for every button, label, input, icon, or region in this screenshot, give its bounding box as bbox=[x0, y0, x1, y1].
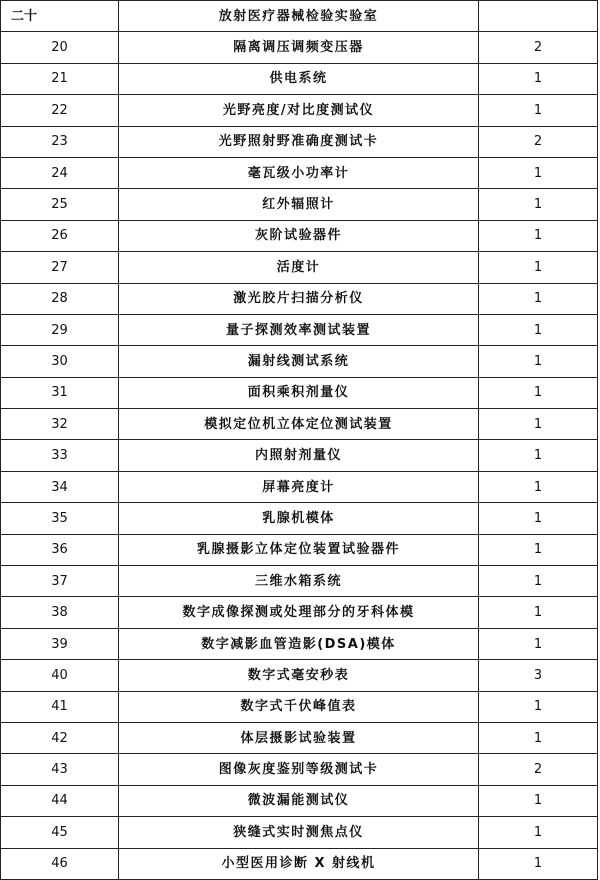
row-number: 39 bbox=[1, 628, 119, 659]
equipment-name: 狭缝式实时测焦点仪 bbox=[119, 817, 479, 848]
row-number: 35 bbox=[1, 503, 119, 534]
table-row bbox=[1, 566, 598, 597]
table-row bbox=[1, 785, 598, 816]
equipment-quantity: 1 bbox=[479, 95, 598, 126]
equipment-quantity: 1 bbox=[479, 471, 598, 502]
section-title: 放射医疗器械检验实验室 bbox=[119, 1, 479, 32]
equipment-name: 红外辐照计 bbox=[119, 189, 479, 220]
row-number: 31 bbox=[1, 377, 119, 408]
equipment-quantity: 1 bbox=[479, 220, 598, 251]
row-number: 29 bbox=[1, 314, 119, 345]
section-number: 二十 bbox=[1, 1, 119, 32]
equipment-quantity: 1 bbox=[479, 566, 598, 597]
table-row bbox=[1, 95, 598, 126]
equipment-name: 体层摄影试验装置 bbox=[119, 722, 479, 753]
equipment-quantity: 1 bbox=[479, 817, 598, 848]
section-header-row bbox=[1, 1, 598, 32]
row-number: 33 bbox=[1, 440, 119, 471]
row-number: 30 bbox=[1, 346, 119, 377]
equipment-quantity: 1 bbox=[479, 409, 598, 440]
equipment-name: 灰阶试验器件 bbox=[119, 220, 479, 251]
row-number: 36 bbox=[1, 534, 119, 565]
table-row bbox=[1, 252, 598, 283]
table-row bbox=[1, 503, 598, 534]
table-row bbox=[1, 722, 598, 753]
equipment-name: 漏射线测试系统 bbox=[119, 346, 479, 377]
equipment-name: 微波漏能测试仪 bbox=[119, 785, 479, 816]
row-number: 41 bbox=[1, 691, 119, 722]
equipment-name: 光野照射野准确度测试卡 bbox=[119, 126, 479, 157]
table-row bbox=[1, 283, 598, 314]
table-row bbox=[1, 126, 598, 157]
equipment-quantity: 1 bbox=[479, 848, 598, 879]
row-number: 27 bbox=[1, 252, 119, 283]
equipment-quantity: 1 bbox=[479, 314, 598, 345]
equipment-name: 内照射剂量仪 bbox=[119, 440, 479, 471]
equipment-name: 激光胶片扫描分析仪 bbox=[119, 283, 479, 314]
equipment-name: 活度计 bbox=[119, 252, 479, 283]
equipment-quantity: 1 bbox=[479, 534, 598, 565]
table-row bbox=[1, 63, 598, 94]
equipment-name: 供电系统 bbox=[119, 63, 479, 94]
row-number: 44 bbox=[1, 785, 119, 816]
row-number: 37 bbox=[1, 566, 119, 597]
section-quantity bbox=[479, 1, 598, 32]
equipment-quantity: 1 bbox=[479, 377, 598, 408]
equipment-quantity: 1 bbox=[479, 691, 598, 722]
equipment-name: 隔离调压调频变压器 bbox=[119, 32, 479, 63]
table-row bbox=[1, 440, 598, 471]
row-number: 34 bbox=[1, 471, 119, 502]
equipment-quantity: 1 bbox=[479, 503, 598, 534]
table-row bbox=[1, 220, 598, 251]
table-row bbox=[1, 660, 598, 691]
equipment-quantity: 1 bbox=[479, 157, 598, 188]
equipment-name: 三维水箱系统 bbox=[119, 566, 479, 597]
equipment-name: 乳腺机模体 bbox=[119, 503, 479, 534]
row-number: 38 bbox=[1, 597, 119, 628]
table-row bbox=[1, 314, 598, 345]
equipment-quantity: 1 bbox=[479, 252, 598, 283]
equipment-quantity: 3 bbox=[479, 660, 598, 691]
equipment-quantity: 2 bbox=[479, 126, 598, 157]
equipment-quantity: 1 bbox=[479, 628, 598, 659]
table-row bbox=[1, 346, 598, 377]
table-row bbox=[1, 32, 598, 63]
table-body bbox=[1, 1, 598, 880]
equipment-name: 数字成像探测或处理部分的牙科体模 bbox=[119, 597, 479, 628]
row-number: 22 bbox=[1, 95, 119, 126]
table-row bbox=[1, 409, 598, 440]
equipment-quantity: 1 bbox=[479, 722, 598, 753]
equipment-quantity: 1 bbox=[479, 440, 598, 471]
table-row bbox=[1, 754, 598, 785]
equipment-quantity: 2 bbox=[479, 32, 598, 63]
equipment-name: 数字减影血管造影(DSA)模体 bbox=[119, 628, 479, 659]
equipment-quantity: 1 bbox=[479, 785, 598, 816]
row-number: 28 bbox=[1, 283, 119, 314]
table-row bbox=[1, 534, 598, 565]
equipment-name: 量子探测效率测试装置 bbox=[119, 314, 479, 345]
row-number: 46 bbox=[1, 848, 119, 879]
table-row bbox=[1, 157, 598, 188]
equipment-name: 乳腺摄影立体定位装置试验器件 bbox=[119, 534, 479, 565]
equipment-name: 图像灰度鉴别等级测试卡 bbox=[119, 754, 479, 785]
equipment-name: 屏幕亮度计 bbox=[119, 471, 479, 502]
row-number: 32 bbox=[1, 409, 119, 440]
row-number: 24 bbox=[1, 157, 119, 188]
row-number: 40 bbox=[1, 660, 119, 691]
table-row bbox=[1, 848, 598, 879]
equipment-quantity: 1 bbox=[479, 63, 598, 94]
table-row bbox=[1, 377, 598, 408]
equipment-name: 模拟定位机立体定位测试装置 bbox=[119, 409, 479, 440]
table-row bbox=[1, 628, 598, 659]
equipment-quantity: 1 bbox=[479, 346, 598, 377]
table-row bbox=[1, 597, 598, 628]
equipment-name: 数字式千伏峰值表 bbox=[119, 691, 479, 722]
equipment-name: 面积乘积剂量仪 bbox=[119, 377, 479, 408]
table-row bbox=[1, 189, 598, 220]
equipment-name: 光野亮度/对比度测试仪 bbox=[119, 95, 479, 126]
row-number: 25 bbox=[1, 189, 119, 220]
equipment-name: 数字式毫安秒表 bbox=[119, 660, 479, 691]
row-number: 45 bbox=[1, 817, 119, 848]
table-row bbox=[1, 817, 598, 848]
row-number: 26 bbox=[1, 220, 119, 251]
row-number: 42 bbox=[1, 722, 119, 753]
table-row bbox=[1, 471, 598, 502]
row-number: 43 bbox=[1, 754, 119, 785]
equipment-quantity: 2 bbox=[479, 754, 598, 785]
equipment-quantity: 1 bbox=[479, 189, 598, 220]
row-number: 23 bbox=[1, 126, 119, 157]
row-number: 21 bbox=[1, 63, 119, 94]
equipment-name: 小型医用诊断 X 射线机 bbox=[119, 848, 479, 879]
equipment-quantity: 1 bbox=[479, 597, 598, 628]
row-number: 20 bbox=[1, 32, 119, 63]
table-row bbox=[1, 691, 598, 722]
equipment-name: 毫瓦级小功率计 bbox=[119, 157, 479, 188]
equipment-quantity: 1 bbox=[479, 283, 598, 314]
